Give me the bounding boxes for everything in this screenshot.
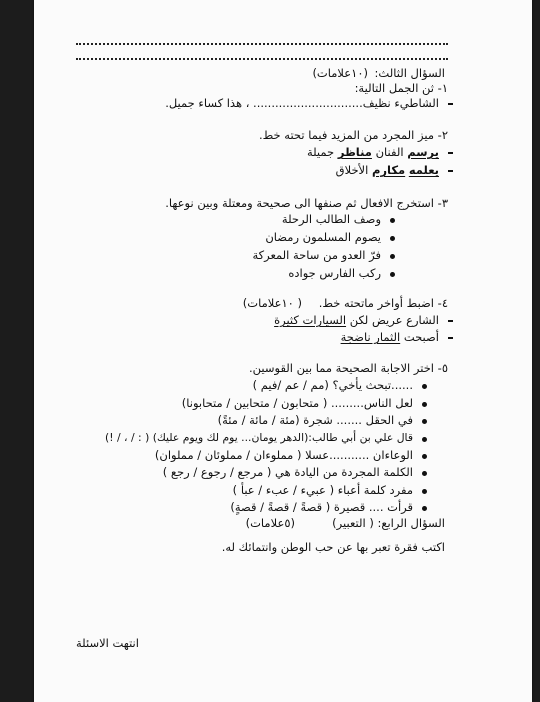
underlined-words: الثمار ناضجة bbox=[340, 330, 401, 344]
q3-s5-item: في الحقل ....... شجرة (مئة / مائة / مئةً) bbox=[217, 413, 413, 427]
q3-s5-item: ......تبحث يأخي؟ (مم / عم /فيم ) bbox=[252, 378, 413, 392]
bullet bbox=[390, 218, 395, 223]
bullet bbox=[422, 489, 427, 494]
q3-s2-title: ٢- ميز المجرد من المزيد فيما تحته خط. bbox=[258, 128, 448, 142]
dash-marker bbox=[448, 337, 453, 339]
q3-s4-title: ٤- اضبط أواخر ماتحته خط. bbox=[318, 296, 448, 310]
bullet bbox=[390, 272, 395, 277]
bullet bbox=[422, 454, 427, 459]
q3-s5-item: قال علي بن أبي طالب:(الدهر يومان... يوم لك ويوم عليك) ( : / ، / !) bbox=[104, 431, 413, 444]
bullet bbox=[390, 236, 395, 241]
q3-s5-title: ٥- اختر الاجابة الصحيحة مما بين القوسين. bbox=[249, 361, 448, 375]
bullet bbox=[390, 254, 395, 259]
q4-marks: (٥علامات) bbox=[245, 516, 295, 530]
q3-s4-item1: الشارع عريض لكن السيارات كثيرة bbox=[274, 313, 439, 327]
dash-marker bbox=[448, 170, 453, 172]
dotted-line-1 bbox=[76, 43, 448, 45]
q3-s2-item1: يرسم الفنان مناظر جميلة bbox=[306, 145, 439, 159]
q3-s3-title: ٣- استخرج الافعال ثم صنفها الى صحيحة ومعتلة وبين نوعها. bbox=[165, 196, 448, 210]
q3-s4-item2: أصبحت الثمار ناضجة bbox=[340, 330, 439, 344]
bullet bbox=[422, 471, 427, 476]
dash-marker bbox=[448, 152, 453, 154]
q4-title: السؤال الرابع: ( التعبير) bbox=[332, 516, 445, 530]
q3-s3-item: فرّ العدو من ساحة المعركة bbox=[252, 248, 381, 262]
underlined-word: مكارم bbox=[371, 163, 406, 177]
dotted-line-2 bbox=[76, 58, 448, 60]
dash-marker bbox=[448, 103, 453, 105]
q3-s1-item: الشاطيء نظيف.............................. ، هذا كساء جميل. bbox=[165, 96, 439, 110]
dash-marker bbox=[448, 320, 453, 322]
q4-prompt: اكتب فقرة تعبر بها عن حب الوطن وانتمائك له. bbox=[221, 540, 445, 554]
q3-title: السؤال الثالث: bbox=[374, 66, 445, 80]
q3-s5-item: الوعاءان ...........عسلا ( مملوءان / مملوئان / مملوان) bbox=[154, 448, 413, 462]
bullet bbox=[422, 437, 427, 442]
underlined-words: السيارات كثيرة bbox=[274, 313, 347, 327]
bullet bbox=[422, 384, 427, 389]
end-of-questions: انتهت الاسئلة bbox=[76, 636, 139, 650]
bullet bbox=[422, 402, 427, 407]
q3-s4-marks: ( ١٠علامات) bbox=[242, 296, 302, 310]
q3-s3-item: وصف الطالب الرحلة bbox=[281, 212, 381, 226]
q3-s3-item: ركب الفارس جواده bbox=[288, 266, 381, 280]
q3-s5-item: مفرد كلمة أعباء ( عبيء / عبء / عبأ ) bbox=[232, 483, 413, 497]
underlined-word: يعلمه bbox=[408, 163, 439, 177]
bullet bbox=[422, 419, 427, 424]
underlined-word: يرسم bbox=[407, 145, 439, 159]
q3-s3-item: يصوم المسلمون رمضان bbox=[265, 230, 381, 244]
q3-s2-item2: يعلمه مكارم الأخلاق bbox=[335, 163, 439, 177]
q3-marks: (١٠علامات) bbox=[312, 66, 368, 80]
q3-s5-item: قرأت .... قصيرة ( قصةً / قصةً / قصةٍ) bbox=[230, 500, 413, 514]
q3-s5-item: الكلمة المجردة من اليادة هي ( مرجع / رجوع / رجع ) bbox=[162, 465, 413, 479]
underlined-word: مناظر bbox=[337, 145, 372, 159]
bullet bbox=[422, 506, 427, 511]
q3-s1-title: ١- ثن الجمل التالية: bbox=[354, 81, 448, 95]
q3-s5-item: لعل الناس......... ( متحابون / متحابين / متحابونا) bbox=[181, 396, 413, 410]
